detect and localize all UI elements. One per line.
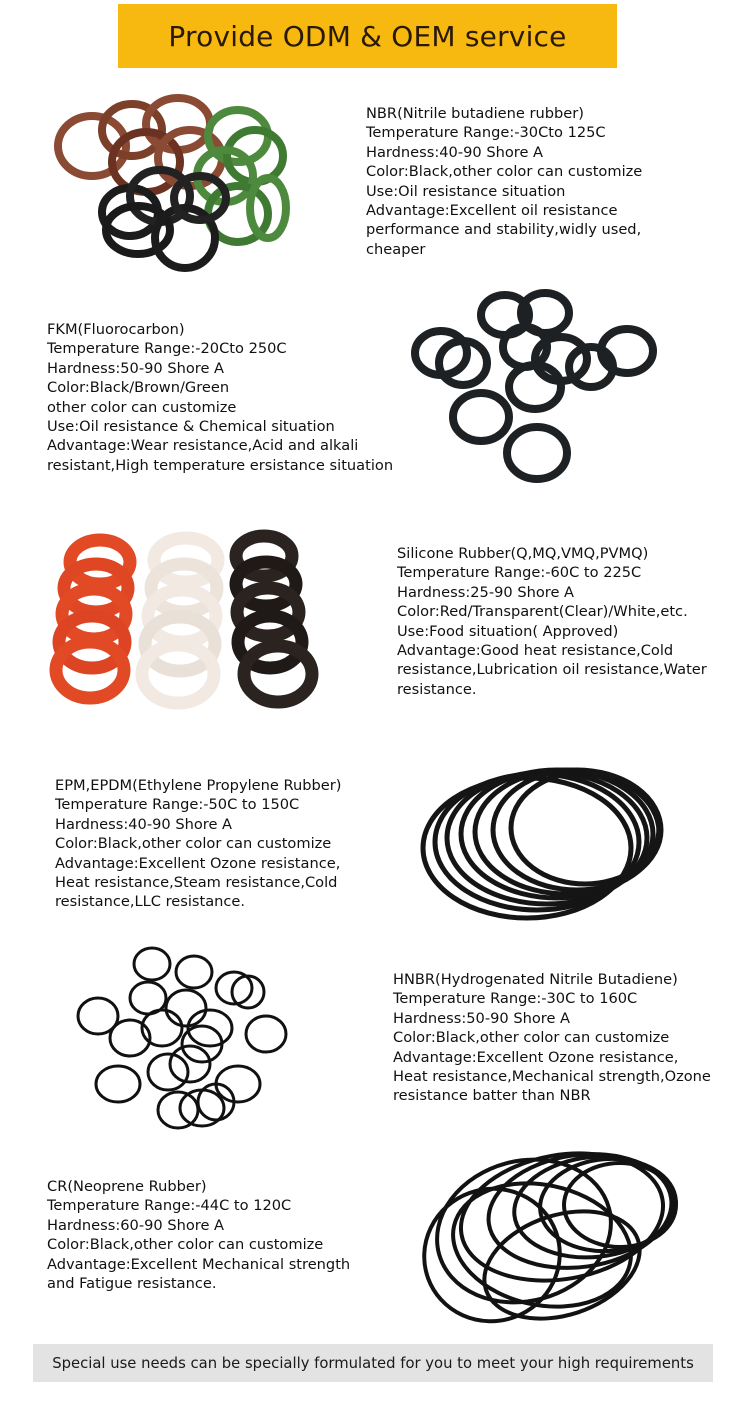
cr-o-rings-image	[412, 1135, 687, 1330]
epdm-line: Heat resistance,Steam resistance,Cold	[55, 874, 338, 892]
epdm-line: EPM,EPDM(Ethylene Propylene Rubber)	[55, 777, 342, 794]
title-banner	[118, 4, 617, 68]
silicone-line: Color:Red/Transparent(Clear)/White,etc.	[397, 603, 688, 621]
nbr-line: Temperature Range:-30Cto 125C	[366, 124, 606, 142]
cr-line: Temperature Range:-44C to 120C	[47, 1197, 292, 1215]
nbr-line: Color:Black,other color can customize	[366, 163, 643, 181]
hnbr-line: Advantage:Excellent Ozone resistance,	[393, 1048, 679, 1066]
epdm-line: Temperature Range:-50C to 150C	[55, 796, 300, 814]
silicone-rings-image	[50, 530, 335, 715]
silicone-line: Temperature Range:-60C to 225C	[397, 564, 642, 582]
cr-line: and Fatigue resistance.	[47, 1275, 217, 1293]
fkm-line: Color:Black/Brown/Green	[47, 379, 230, 397]
hnbr-line: Temperature Range:-30C to 160C	[393, 990, 638, 1008]
epdm-description	[55, 776, 341, 912]
cr-line: Color:Black,other color can customize	[47, 1236, 324, 1254]
cr-description	[47, 1177, 350, 1293]
nbr-line: performance and stability,widly used,	[366, 221, 642, 239]
hnbr-description	[393, 970, 711, 1106]
nbr-line: cheaper	[366, 240, 426, 258]
nbr-line: Use:Oil resistance situation	[366, 182, 566, 200]
fkm-line: Advantage:Wear resistance,Acid and alkali	[47, 437, 359, 455]
fkm-line: resistant,High temperature ersistance situation	[47, 456, 394, 474]
cr-line: Advantage:Excellent Mechanical strength	[47, 1255, 351, 1273]
footer-note	[33, 1344, 713, 1382]
fkm-line: Temperature Range:-20Cto 250C	[47, 340, 287, 358]
fkm-line: FKM(Fluorocarbon)	[47, 321, 185, 338]
hnbr-line: Color:Black,other color can customize	[393, 1029, 670, 1047]
footer-text: Special use needs can be specially formulated for you to meet your high requirements	[52, 1354, 694, 1372]
fkm-o-rings-image	[405, 285, 665, 485]
epdm-line: Hardness:40-90 Shore A	[55, 815, 233, 833]
hnbr-line: resistance batter than NBR	[393, 1087, 591, 1105]
silicone-line: Hardness:25-90 Shore A	[397, 583, 575, 601]
fkm-line: Hardness:50-90 Shore A	[47, 359, 225, 377]
epdm-line: Advantage:Excellent Ozone resistance,	[55, 854, 341, 872]
epdm-o-rings-image	[415, 758, 665, 928]
silicone-line: resistance.	[397, 680, 477, 698]
nbr-line: NBR(Nitrile butadiene rubber)	[366, 105, 584, 122]
hnbr-o-rings-image	[70, 940, 295, 1140]
silicone-line: Use:Food situation( Approved)	[397, 622, 619, 640]
nbr-o-rings-image	[50, 88, 290, 278]
cr-line: Hardness:60-90 Shore A	[47, 1216, 225, 1234]
nbr-description	[366, 104, 643, 258]
silicone-line: Silicone Rubber(Q,MQ,VMQ,PVMQ)	[397, 545, 649, 562]
epdm-line: Color:Black,other color can customize	[55, 835, 332, 853]
fkm-line: other color can customize	[47, 398, 237, 416]
silicone-description	[397, 544, 707, 699]
fkm-line: Use:Oil resistance & Chemical situation	[47, 418, 335, 436]
fkm-description	[47, 320, 393, 475]
hnbr-line: HNBR(Hydrogenated Nitrile Butadiene)	[393, 971, 678, 988]
nbr-line: Hardness:40-90 Shore A	[366, 143, 544, 161]
cr-line: CR(Neoprene Rubber)	[47, 1178, 207, 1195]
hnbr-line: Heat resistance,Mechanical strength,Ozone	[393, 1068, 711, 1086]
hnbr-line: Hardness:50-90 Shore A	[393, 1009, 571, 1027]
nbr-line: Advantage:Excellent oil resistance	[366, 202, 618, 220]
epdm-line: resistance,LLC resistance.	[55, 893, 246, 911]
silicone-line: resistance,Lubrication oil resistance,Water	[397, 661, 707, 679]
banner-title: Provide ODM & OEM service	[168, 19, 567, 53]
silicone-line: Advantage:Good heat resistance,Cold	[397, 642, 674, 660]
